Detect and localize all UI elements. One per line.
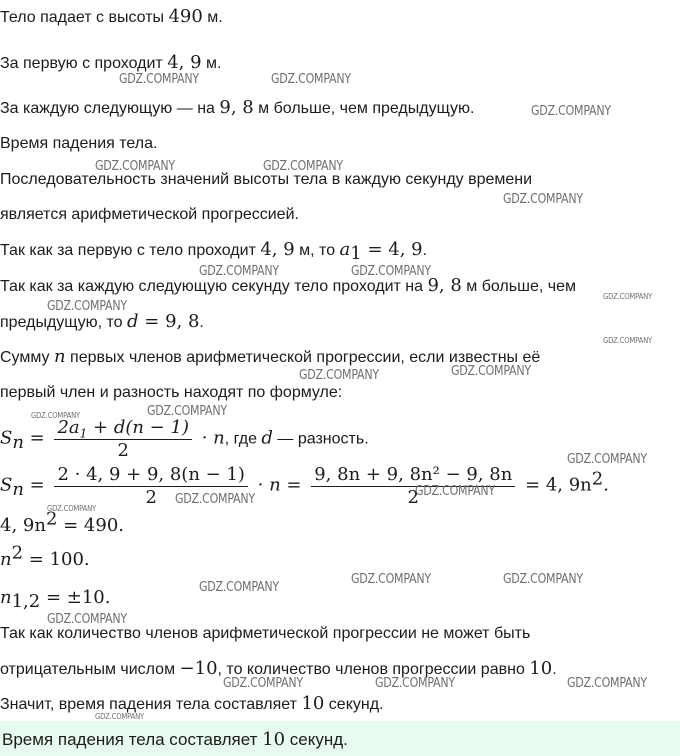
equals: = [23,474,51,496]
line-a1 [0,239,428,265]
watermark: GDZ.COMPANY [31,411,80,420]
text: м больше, чем предыдущую. [253,100,475,117]
line-d-reason [0,275,576,298]
text: Так как за каждую следующую секунду тело проходит на [0,278,428,295]
value: 4, 9 [167,52,202,73]
text: — разность. [272,430,369,448]
watermark: GDZ.COMPANY [263,159,343,174]
watermark: GDZ.COMPANY [299,368,379,383]
equation-2 [0,542,90,572]
text: За каждую следующую — на [0,100,220,117]
superscript: 2 [11,542,24,564]
text: м. [202,9,223,26]
text: За первую с проходит [0,55,168,72]
text: , то количество членов прогрессии равно [217,661,530,678]
text: . [199,314,204,331]
equation: = 9, 8 [138,311,200,332]
value: 9, 8 [219,97,254,118]
watermark: GDZ.COMPANY [47,504,96,513]
value: 10 [301,693,325,714]
value: 9, 8 [427,275,462,296]
equation-3 [0,587,111,613]
expr: n [0,587,12,608]
watermark: GDZ.COMPANY [47,299,127,314]
symbol: d [127,311,139,332]
text: первых членов арифметической прогрессии, если известны её [65,349,541,366]
line-conclusion [0,693,384,716]
line-sequence: Последовательность значений высоты тела в каждую секунду времени [0,171,533,188]
watermark: GDZ.COMPANY [375,676,455,691]
subscript: 1 [350,243,362,265]
watermark: GDZ.COMPANY [351,572,431,587]
text: м, то [294,242,340,259]
num-part: 2a [57,417,80,438]
text: секунд. [324,696,384,713]
watermark: GDZ.COMPANY [119,72,199,87]
text: , где [224,430,262,448]
watermark: GDZ.COMPANY [531,104,611,119]
watermark: GDZ.COMPANY [567,452,647,467]
result: = 4, 9n [519,474,592,496]
formula-tail: · n [195,427,225,449]
watermark: GDZ.COMPANY [451,364,531,379]
watermark: GDZ.COMPANY [271,72,351,87]
line-unknown: Время падения тела. [0,135,158,152]
fraction [54,418,192,461]
text: . [603,474,609,496]
text: м больше, чем [461,278,576,295]
denominator: 2 [117,440,129,461]
num-part: + d(n − 1) [87,417,189,438]
formula-substitution [0,465,609,508]
watermark: GDZ.COMPANY [415,484,495,499]
text: Тело падает с высоты [0,9,169,26]
text: Так как за первую с тело проходит [0,242,261,259]
watermark: GDZ.COMPANY [351,264,431,279]
subscript: n [12,431,24,453]
text: Сумму [0,349,54,366]
text: предыдущую, то [0,314,128,331]
watermark: GDZ.COMPANY [95,712,144,721]
text: . [422,242,428,259]
line-each-next [0,97,474,120]
text: м. [201,55,222,72]
symbol: a [339,239,351,260]
equation: = 4, 9 [361,239,423,260]
watermark: GDZ.COMPANY [567,676,647,691]
watermark: GDZ.COMPANY [147,404,227,419]
expr: = 100. [23,549,90,570]
watermark: GDZ.COMPANY [223,676,303,691]
denominator: 2 [145,487,157,508]
subscript: 1,2 [11,591,41,613]
watermark: GDZ.COMPANY [503,572,583,587]
answer-text [2,729,348,751]
superscript: 2 [591,468,604,490]
equals: = [23,427,51,449]
line-count-reason: Так как количество членов арифметической прогрессии не может быть [0,625,531,642]
text: отрицательным числом [0,661,180,678]
symbol: S [0,474,13,496]
value: 10 [529,658,553,679]
expr: = ±10. [40,587,111,608]
subscript: 1 [79,426,88,441]
text: Значит, время падения тела составляет [0,696,302,713]
height-value: 490 [168,6,203,27]
watermark: GDZ.COMPANY [47,612,127,627]
value: 10 [262,729,286,750]
formula-mid: · n = [251,474,308,496]
symbol: n [54,346,66,367]
line-formula-intro: первый член и разность находят по формуле: [0,384,343,401]
expr: 4, 9n [0,515,46,536]
subscript: n [12,478,24,500]
text: секунд. [285,730,348,749]
numerator: 2 · 4, 9 + 9, 8(n − 1) [54,465,247,487]
numerator: 9, 8n + 9, 8n² − 9, 8n [311,465,515,487]
watermark: GDZ.COMPANY [199,264,279,279]
symbol: d [261,427,273,449]
text: Время падения тела составляет [2,730,263,749]
watermark: GDZ.COMPANY [175,492,255,507]
numerator [54,418,192,440]
watermark: GDZ.COMPANY [199,580,279,595]
line-problem-height [0,6,223,29]
line-progression: является арифметической прогрессией. [0,206,299,223]
expr: n [0,549,12,570]
text: . [552,661,557,678]
watermark: GDZ.COMPANY [603,292,652,301]
denominator: 2 [407,487,419,508]
symbol: S [0,427,13,449]
watermark: GDZ.COMPANY [95,159,175,174]
watermark: GDZ.COMPANY [603,336,652,345]
superscript: 2 [45,508,58,530]
formula-sum [0,418,369,461]
value: −10 [179,658,218,679]
watermark: GDZ.COMPANY [503,192,583,207]
expr: = 490. [57,515,125,536]
line-d [0,311,204,334]
value: 4, 9 [260,239,295,260]
